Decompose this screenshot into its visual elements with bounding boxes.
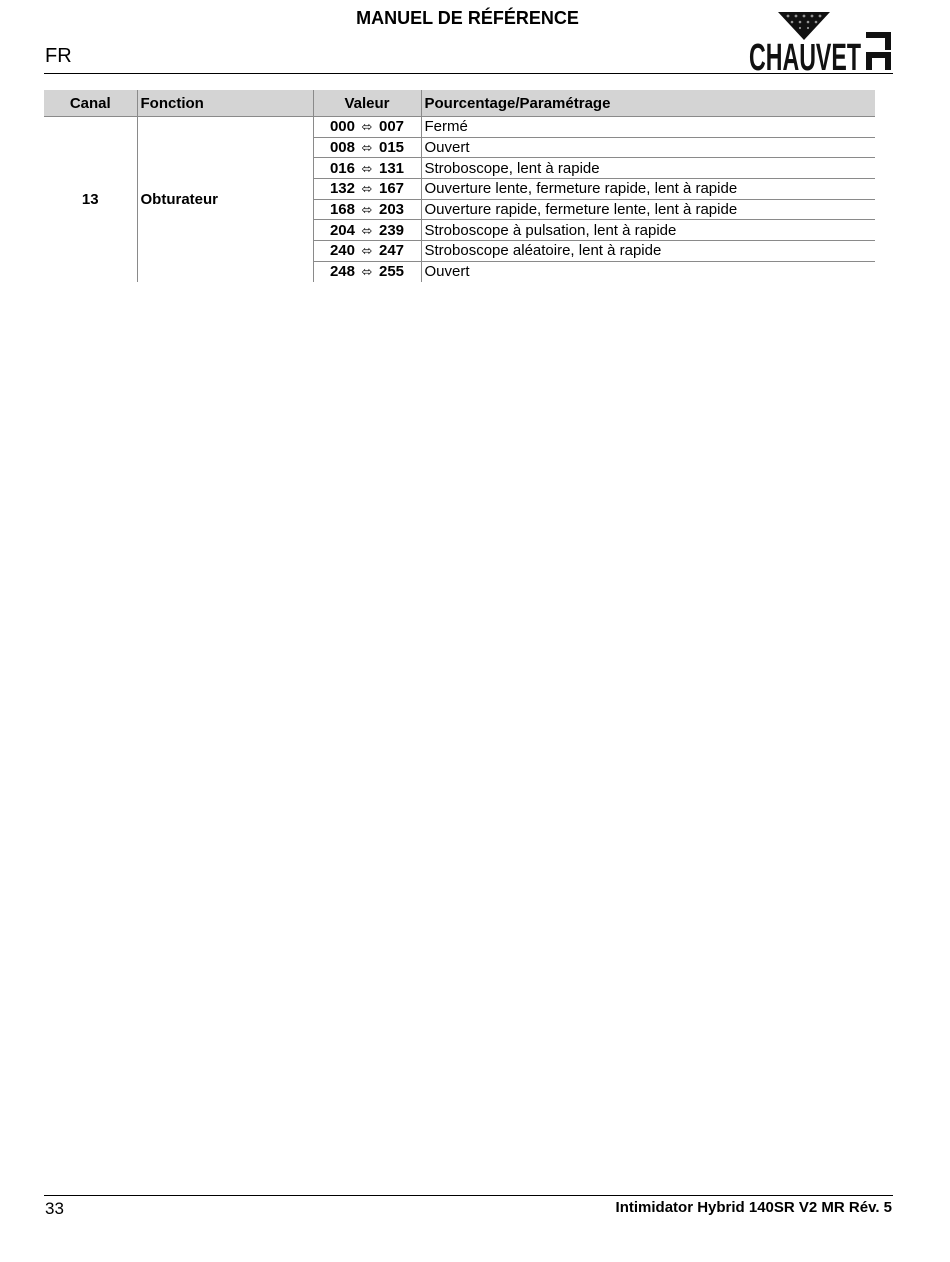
chauvet-dj-logo [748,10,894,79]
double-arrow-icon: ⬄ [361,140,373,156]
double-arrow-icon: ⬄ [361,119,373,135]
col-header-canal: Canal [44,90,137,117]
setting-text: Stroboscope, lent à rapide [421,158,875,179]
setting-text: Stroboscope aléatoire, lent à rapide [421,241,875,262]
value-to: 239 [379,221,405,239]
value-range [313,137,421,158]
value-to: 167 [379,180,405,198]
footer-rule [44,1195,893,1196]
page-number: 33 [45,1199,64,1218]
value-range [313,199,421,220]
col-header-fonction: Fonction [137,90,313,117]
setting-text: Ouvert [421,137,875,158]
svg-text:CHAUVET: CHAUVET [749,37,861,79]
value-range [313,241,421,262]
double-arrow-icon: ⬄ [361,160,373,176]
language-code: FR [45,45,72,67]
col-header-pourcentage: Pourcentage/Paramétrage [421,90,875,117]
value-from: 008 [329,139,355,157]
setting-text: Ouvert [421,261,875,281]
value-from: 204 [329,221,355,239]
value-from: 000 [329,118,355,136]
value-from: 248 [329,263,355,281]
table-row [44,117,875,138]
value-range [313,179,421,200]
document-reference: Intimidator Hybrid 140SR V2 MR Rév. 5 [615,1199,892,1216]
value-from: 132 [329,180,355,198]
double-arrow-icon: ⬄ [361,243,373,259]
value-to: 131 [379,159,405,177]
value-from: 240 [329,242,355,260]
value-range [313,158,421,179]
col-header-valeur: Valeur [313,90,421,117]
value-range [313,117,421,138]
dmx-channel-table [44,90,875,282]
value-to: 255 [379,263,405,281]
value-to: 247 [379,242,405,260]
double-arrow-icon: ⬄ [361,264,373,280]
channel-number: 13 [81,190,99,208]
double-arrow-icon: ⬄ [361,222,373,238]
page-title: MANUEL DE RÉFÉRENCE [356,8,579,28]
double-arrow-icon: ⬄ [361,181,373,197]
setting-text: Fermé [421,117,875,138]
header-rule [44,73,893,74]
double-arrow-icon: ⬄ [361,202,373,218]
value-range [313,220,421,241]
value-from: 016 [329,159,355,177]
table-header-row [44,90,875,117]
value-to: 015 [379,139,405,157]
value-to: 203 [379,201,405,219]
value-from: 168 [329,201,355,219]
function-name: Obturateur [137,117,313,282]
value-range [313,261,421,281]
setting-text: Ouverture rapide, fermeture lente, lent à rapide [421,199,875,220]
value-to: 007 [379,118,405,136]
setting-text: Ouverture lente, fermeture rapide, lent à rapide [421,179,875,200]
setting-text: Stroboscope à pulsation, lent à rapide [421,220,875,241]
